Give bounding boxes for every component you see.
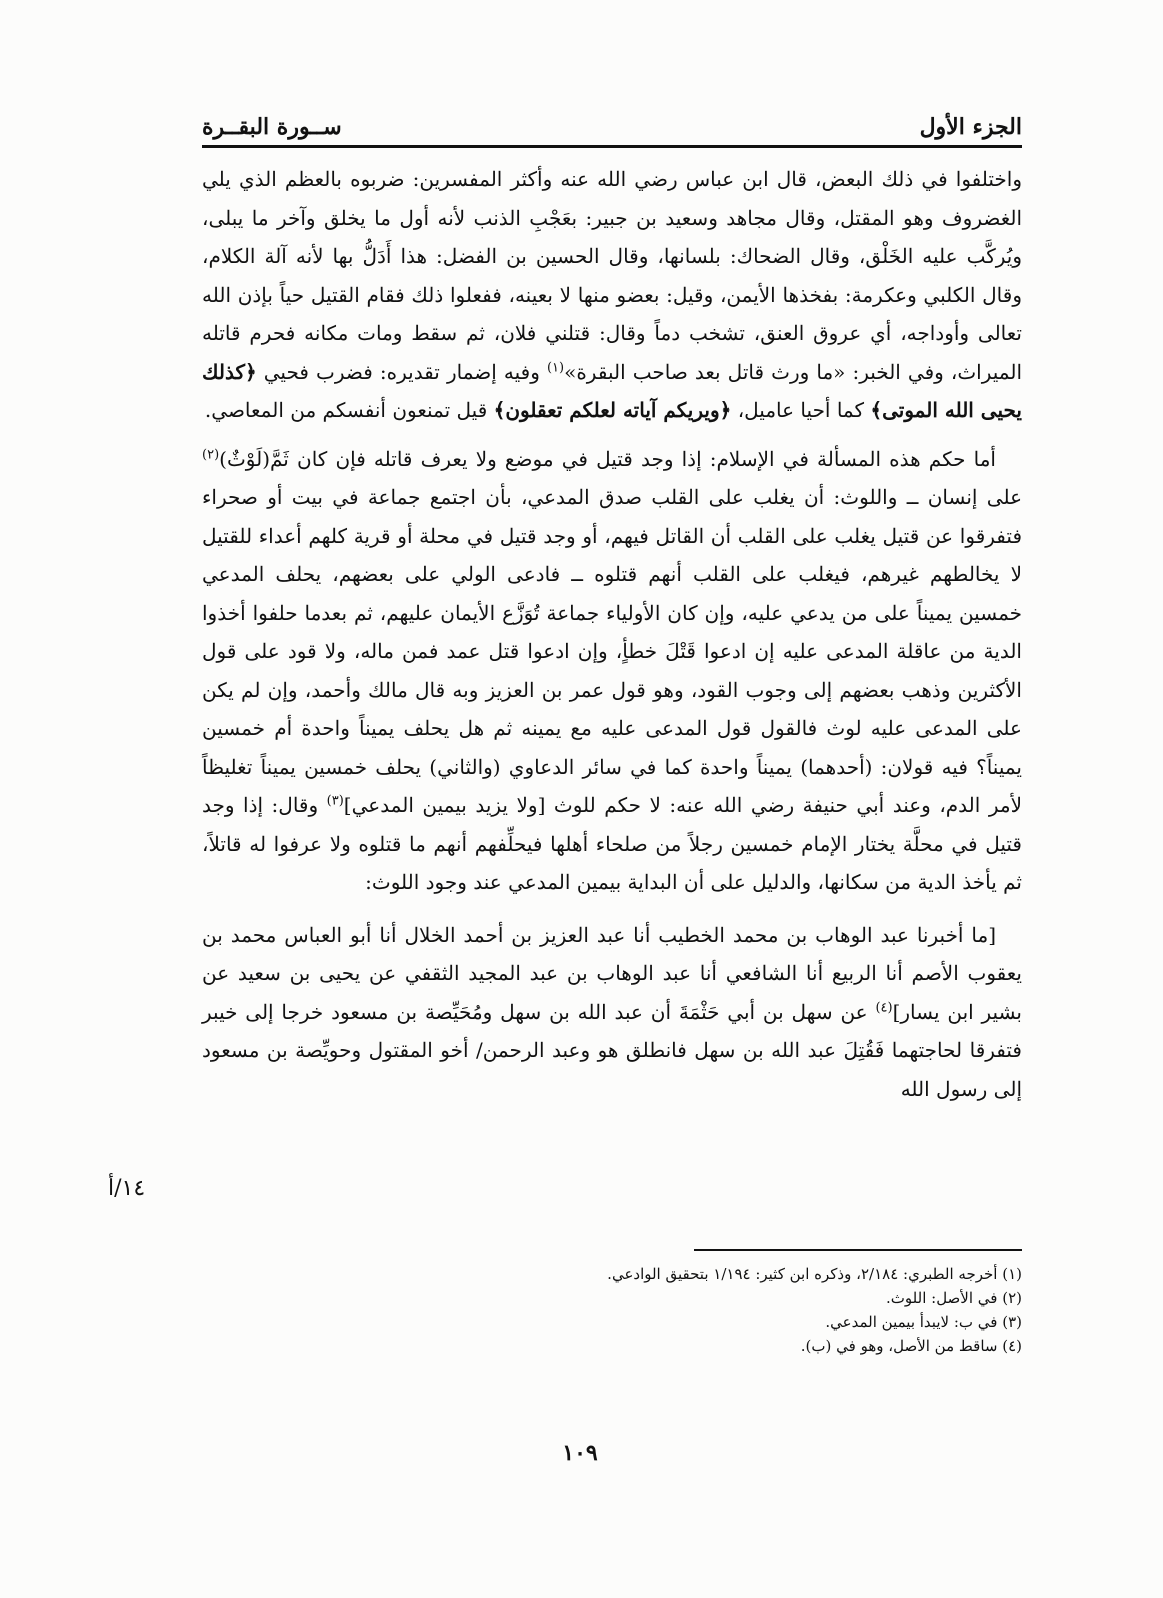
footnote-ref[interactable]: (٣) xyxy=(326,793,344,809)
footnote-ref[interactable]: (٢) xyxy=(202,446,220,462)
quran-verse: ﴿ويريكم آياته لعلكم تعقلون﴾ xyxy=(493,398,732,422)
footnote-rule xyxy=(694,1249,1022,1251)
running-header xyxy=(202,100,1022,140)
footnote-item: (١) أخرجه الطبري: ٢/١٨٤، وذكره ابن كثير: ١/١٩٤ بتحقيق الوادعي. xyxy=(607,1265,1022,1283)
footnote-ref[interactable]: (٤) xyxy=(875,999,893,1015)
main-text xyxy=(202,160,1022,1118)
header-rule xyxy=(202,145,1022,148)
header-surah-title: ســورة البقــرة xyxy=(202,114,342,140)
footnote-item: (٢) في الأصل: اللوث. xyxy=(886,1289,1022,1307)
text-segment: عن سهل بن أبي حَثْمَةَ أن عبد الله بن سهل ومُحَيِّصة بن مسعود خرجا إلى خيبر فتفرقا لحاجتهما فَقُتِلَ عبد الله بن سهل فانطلق هو وعبد الرحمن/ أخو المقتول وحويِّصة بن مسعود إلى رسول الله xyxy=(202,999,1022,1101)
footnote-item: (٣) في ب: لايبدأ بيمين المدعي. xyxy=(825,1313,1022,1331)
paragraph-hadith-chain xyxy=(202,916,1022,1109)
footnote-item: (٤) ساقط من الأصل، وهو في (ب). xyxy=(800,1337,1022,1355)
footnote-ref[interactable]: (١) xyxy=(546,359,565,375)
margin-folio-note: ١٤/أ xyxy=(108,1176,146,1201)
quran-verse: ﴿كذلك يحيى الله الموتى﴾ xyxy=(202,359,1022,422)
text-segment: قيل تمنعون أنفسكم من المعاصي. xyxy=(204,398,494,422)
text-segment: كما أحيا عاميل، xyxy=(731,398,871,422)
text-segment: على إنسان ــ واللوث: أن يغلب على القلب صدق المدعي، بأن اجتمع جماعة في بيت أو صحراء فتفرقوا عن قتيل يغلب على القلب أن القاتل فيهم، أو وجد قتيل في محلة أو قرية كلهم أعداء للقتيل لا يخالطهم غيرهم، فيغلب على القلب أنهم قتلوه ــ فادعى الولي على بعضهم، يحلف المدعي خمسين يميناً على من يدعي عليه، وإن كان الأولياء جماعة تُوَزَّع الأيمان عليهم، ثم بعدما حلفوا أخذوا الدية من عاقلة المدعى عليه إن ادعوا قَتْلَ خطأٍ، وإن ادعوا قتل عمد فمن ماله، ولا قود على قول الأكثرين وذهب بعضهم إلى وجوب القود، وهو قول عمر بن العزيز وبه قال مالك وأحمد، وإن لم يكن على المدعى عليه لوث فالقول قول المدعى عليه مع يمينه ثم هل يحلف يميناً واحدة أم خمسين يميناً؟ فيه قولان: (أحدهما) يميناً واحدة كما في سائر الدعاوي (والثاني) يحلف خمسين يميناً تغليظاً لأمر الدم، وعند أبي حنيفة رضي الله عنه: لا حكم للوث [ولا يزيد بيمين المدعي] xyxy=(202,485,1022,817)
text-segment: أما حكم هذه المسألة في الإسلام: إذا وجد قتيل في موضع ولا يعرف قاتله فإن كان ثَمَّ(لَوْثٌ) xyxy=(219,446,996,471)
text-segment: وقال: إذا وجد قتيل في محلَّة يختار الإمام خمسين رجلاً من صلحاء أهلها فيحلِّفهم أنهم ما قتلوه ولا عرفوا له قاتلاً، ثم يأخذ الدية من سكانها، والدليل على أن البداية بيمين المدعي عند وجود اللوث: xyxy=(202,793,1022,894)
footnotes xyxy=(402,1262,1022,1358)
text-segment: [ما أخبرنا عبد الوهاب بن محمد الخطيب أنا عبد العزيز بن أحمد الخلال أنا أبو العباس محمد بن يعقوب الأصم أنا الربيع أنا الشافعي أنا عبد الوهاب بن عبد المجيد الثقفي عن يحيى بن سعيد عن بشير ابن يسار] xyxy=(202,922,1022,1024)
paragraph-interpretation xyxy=(202,160,1022,430)
page-number: ١٠٩ xyxy=(562,1440,598,1466)
text-segment: واختلفوا في ذلك البعض، قال ابن عباس رضي الله عنه وأكثر المفسرين: ضربوه بالعظم الذي يلي الغضروف وهو المقتل، وقال مجاهد وسعيد بن جبير: بعَجْبِ الذنب لأنه أول ما يخلق وآخر ما يبلى، ويُركَّب عليه الخَلْق، وقال الضحاك: بلسانها، وقال الحسين بن الفضل: هذا أَدَلُّ بها لأنه آلة الكلام، وقال الكلبي وعكرمة: بفخذها الأيمن، وقيل: بعضو منها لا بعينه، ففعلوا ذلك فقام القتيل حياً بإذن الله تعالى وأوداجه، أي عروق العنق، تشخب دماً وقال: قتلني فلان، ثم سقط ومات مكانه فحرم قاتله الميراث، وفي الخبر: «ما ورث قاتل بعد صاحب البقرة» xyxy=(202,167,1023,384)
header-part-title: الجزء الأول xyxy=(919,114,1022,140)
text-segment: وفيه إضمار تقديره: فضرب فحيي xyxy=(256,359,547,384)
paragraph-ruling xyxy=(202,440,1022,902)
